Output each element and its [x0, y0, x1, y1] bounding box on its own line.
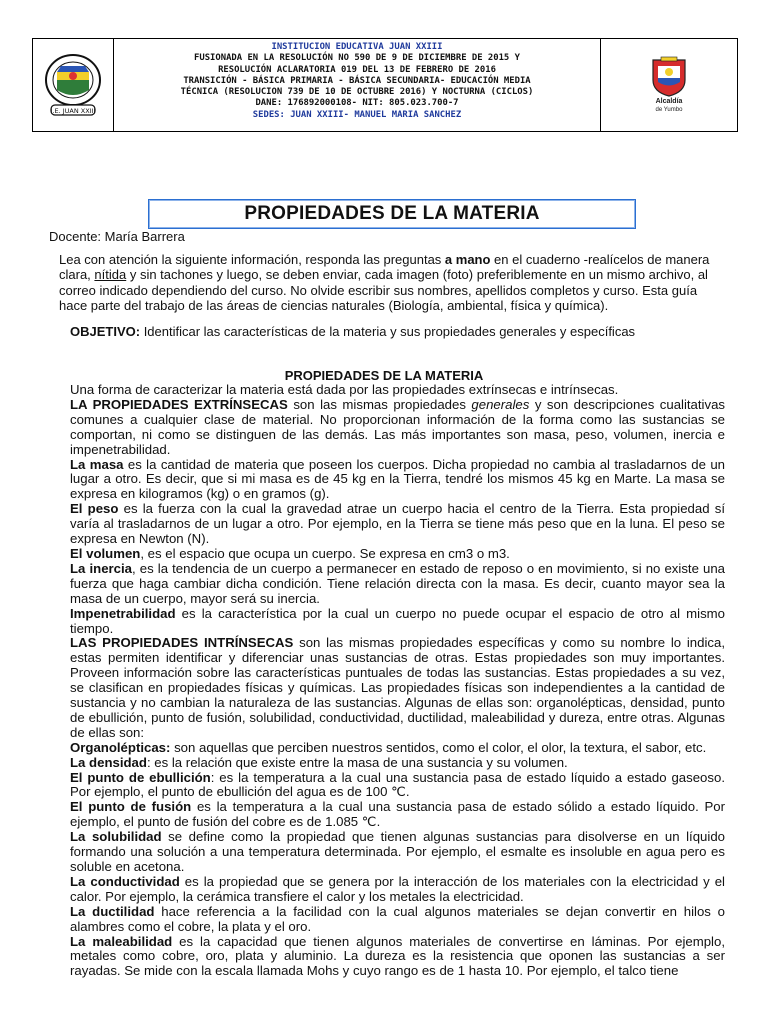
document-title: PROPIEDADES DE LA MATERIA: [244, 203, 540, 224]
levels-line-1: TRANSICIÓN - BÁSICA PRIMARIA - BÁSICA SECUNDARIA- EDUCACIÓN MEDIA: [183, 75, 531, 86]
section-title: PROPIEDADES DE LA MATERIA: [284, 368, 484, 383]
school-crest-icon: [41, 50, 105, 120]
paragraph-impenetrability: Impenetrabilidad es la característica por la cual un cuerpo no puede ocupar el espacio de otro al mismo tiempo.: [70, 605, 725, 636]
municipality-logo-cell: [600, 39, 737, 131]
paragraph-organoleptic: Organolépticas: son aquellas que perciben nuestros sentidos, como el color, el olor, la textura, el sabor, etc.: [70, 739, 707, 755]
municipality-shield-icon: [649, 56, 689, 98]
municipality-town: de Yumbo: [655, 107, 683, 113]
sedes-line: SEDES: JUAN XXIII- MANUEL MARIA SANCHEZ: [252, 109, 462, 120]
objective-paragraph: OBJETIVO: Identificar las características de la materia y sus propiedades generales y específicas: [70, 324, 636, 339]
paragraph-inertia: La inercia, es la tendencia de un cuerpo a permanecer en estado de reposo o en movimiento, si no existe una fuerza que haga cambiar dicha condición. Tiene relación directa con la masa. Es decir, cuanto mayor sea la masa de un cuerpo, mayor será su inercia.: [70, 560, 726, 606]
resolution-line-2: RESOLUCIÓN ACLARATORIA 019 DEL 13 DE FEBRERO DE 2016: [218, 64, 496, 75]
dane-nit-line: DANE: 176892000108- NIT: 805.023.700-7: [255, 98, 459, 109]
paragraph-density: La densidad: es la relación que existe entre la masa de una sustancia y su volumen.: [70, 754, 568, 770]
school-name: INSTITUCION EDUCATIVA JUAN XXIII: [271, 42, 443, 52]
paragraph-weight: El peso es la fuerza con la cual la gravedad atrae un cuerpo hacia el centro de la Tierra. Esta propiedad sí varía al trasladarnos de un lugar a otro. Por ejemplo, en la Tierra se tiene más peso que en la luna. El peso se expresa en Newton (N).: [70, 501, 725, 547]
letterhead-text: [114, 39, 600, 131]
teacher-name: Docente: María Barrera: [49, 229, 185, 244]
paragraph-boiling-point: El punto de ebullición: es la temperatura a la cual una sustancia pasa de estado líquido a estado gaseoso. Por ejemplo, el punto de ebullición del agua es de 100 ℃.: [70, 769, 725, 800]
paragraph-mass: La masa es la cantidad de materia que poseen los cuerpos. Dicha propiedad no cambia al trasladarnos de un lugar a otro. Es decir, que si mi masa es de 45 kg en la Tierra, tendré los mismos 45 kg en Marte. La masa se expresa en kilogramos (kg) o en gramos (g).: [70, 456, 725, 502]
objective-label: OBJETIVO:: [70, 324, 141, 339]
paragraph-solubility: La solubilidad se define como la propiedad que tienen algunas sustancias para disolverse en un líquido formando una solución a una temperatura determinada. Por ejemplo, el esmalte es insoluble en agua pero es soluble en acetona.: [70, 829, 725, 874]
left-logo-text: I.E. JUAN XXIII: [50, 107, 96, 115]
title-box: [148, 199, 636, 229]
paragraph-extrinsic: LA PROPIEDADES EXTRÍNSECAS son las mismas propiedades generales y son descripciones cualitativas comunes a cualquier clase de material. No proporcionan información de la forma como las sustancias se comportan, ni como se distinguen de las demás. Las más importantes son masa, peso, volumen, inercia e impenetrabilidad.: [70, 396, 726, 457]
levels-line-2: TÉCNICA (RESOLUCION 739 DE 10 DE OCTUBRE 2016) Y NOCTURNA (CICLOS): [180, 87, 534, 98]
paragraph-ductility: La ductilidad hace referencia a la facilidad con la cual algunos materiales se dejan convertir en hilos o alambres como el cobre, la plata y el oro.: [70, 903, 726, 934]
instructions-paragraph: Lea con atención la siguiente información, responda las preguntas a mano en el cuaderno -realícelos de manera clara, nítida y sin tachones y luego, se deben enviar, cada imagen (foto) preferiblemente en un mismo archivo, al correo indicado dependiendo del curso. No olvide escribir sus nombres, apellidos completos y curso. Esta guía hace parte del trabajo de las áreas de ciencias naturales (Biología, ambiental, física y química).: [59, 252, 710, 314]
paragraph-malleability: La maleabilidad es la capacidad que tienen algunos materiales de convertirse en láminas. Por ejemplo, metales como cobre, oro, plata y aluminio. La dureza es la resistencia que oponen las sustancias a ser rayadas. Se mide con la escala llamada Mohs y cuyo rango es de 1 hasta 10. Por ejemplo, el talco tiene: [70, 933, 725, 979]
paragraph-intro: Una forma de caracterizar la materia está dada por las propiedades extrínsecas e intrínsecas.: [70, 382, 619, 397]
paragraph-intrinsic: LAS PROPIEDADES INTRÍNSECAS son las mismas propiedades específicas y como su nombre lo indica, estas permiten identificar y diferenciar unas sustancias de otras. Estas propiedades son muy importantes. Proveen información sobre las características puntuales de todas las sustancias. Estas propiedades a su vez, se clasifican en propiedades físicas y químicas. Las propiedades físicas son independientes a la cantidad de sustancia y no cambian la naturaleza de las sustancias. Algunas de ellas son: organolépticas, densidad, punto de ebullición, punto de fusión, solubilidad, conductividad, ductilidad, maleabilidad y dureza, entre otras. Algunas de ellas son:: [70, 635, 725, 740]
paragraph-volume: El volumen, es el espacio que ocupa un cuerpo. Se expresa en cm3 o m3.: [70, 545, 510, 561]
paragraph-conductivity: La conductividad es la propiedad que se genera por la interacción de los materiales con la electricidad y el calor. Por ejemplo, la cerámica transfiere el calor y los metales la electricidad.: [70, 873, 725, 904]
paragraph-melting-point: El punto de fusión es la temperatura a la cual una sustancia pasa de estado sólido a estado líquido. Por ejemplo, el punto de fusión del cobre es de 1.085 ℃.: [70, 799, 725, 830]
letterhead: [32, 38, 738, 132]
resolution-line-1: FUSIONADA EN LA RESOLUCIÓN NO 590 DE 9 DE DICIEMBRE DE 2015 Y: [194, 53, 520, 64]
school-logo-cell: [33, 39, 114, 131]
content-body: [70, 383, 725, 979]
municipality-name: Alcaldía: [655, 98, 683, 105]
